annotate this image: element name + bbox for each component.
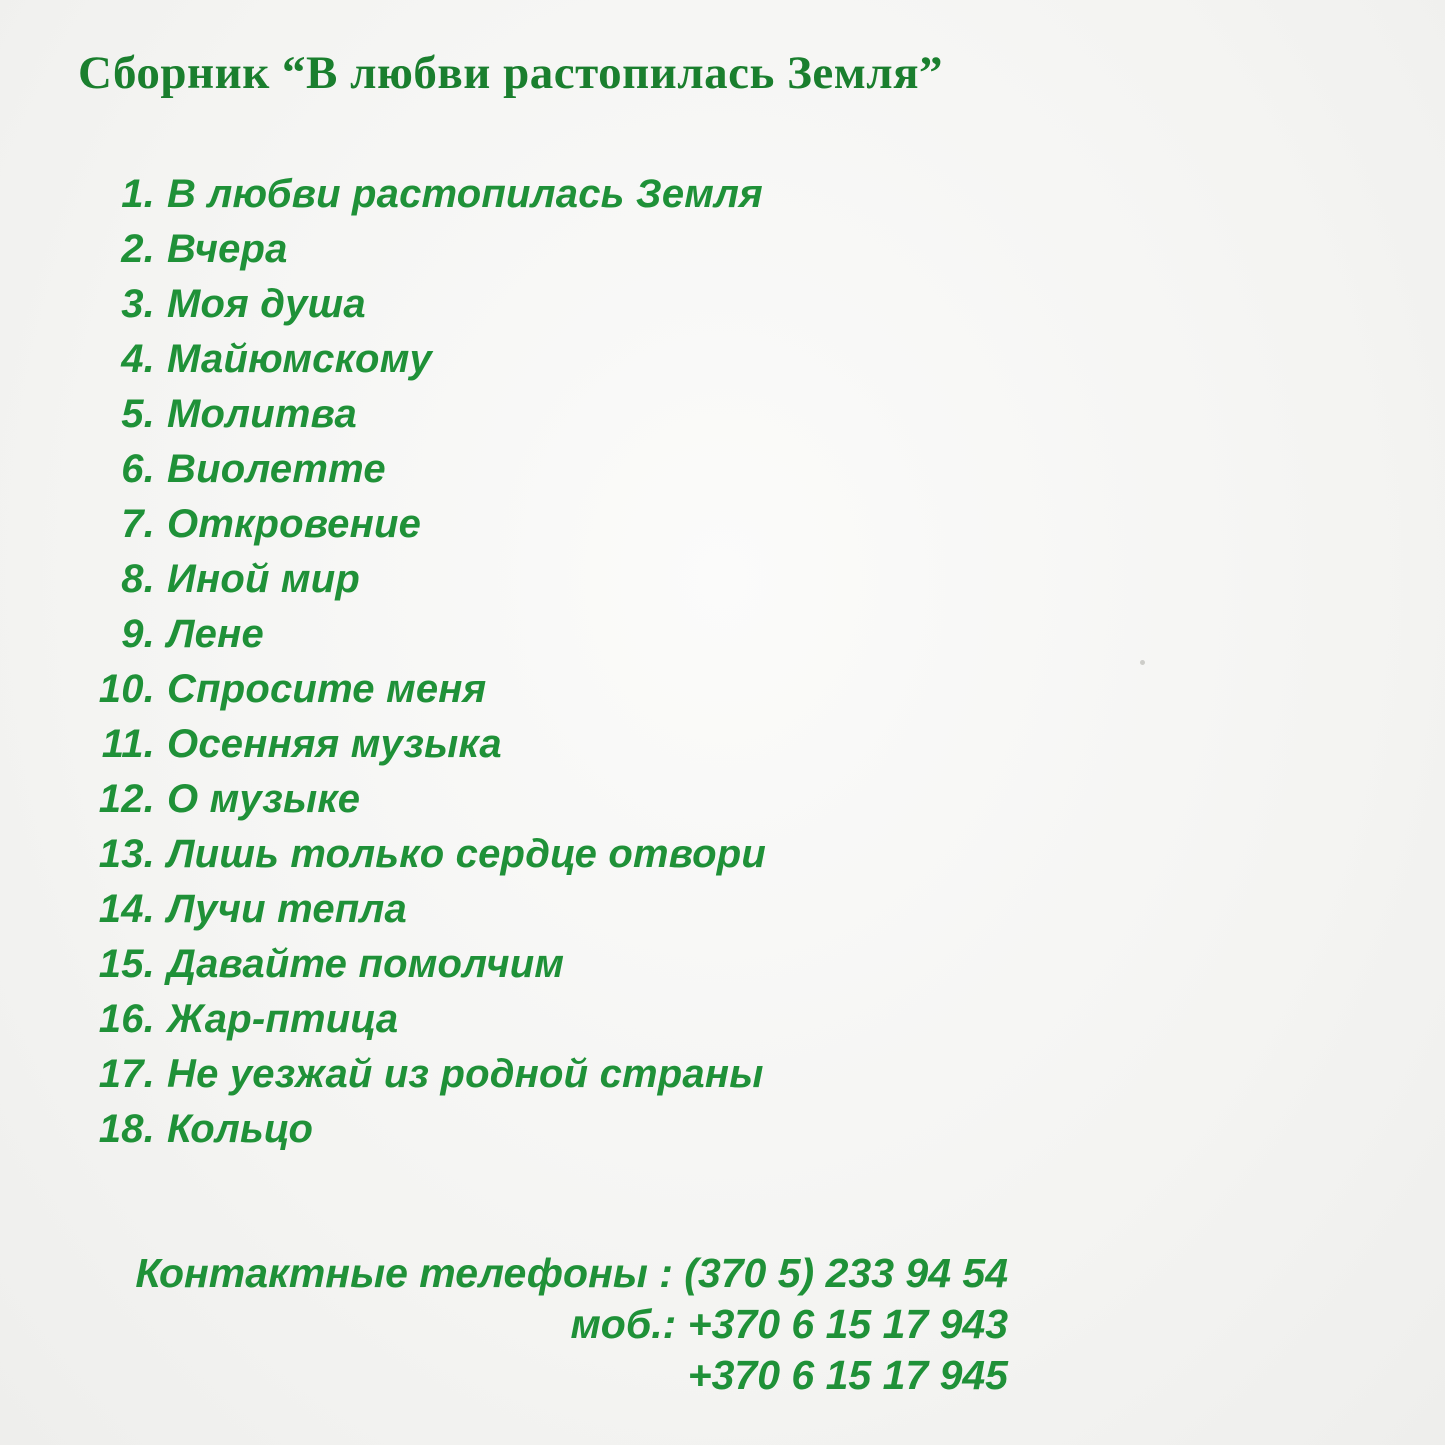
track-number: 14. <box>98 887 155 931</box>
track-title: Лене <box>167 612 264 656</box>
track-item <box>0 227 1445 282</box>
contact-line-mobile-1: моб.: +370 6 15 17 943 <box>570 1301 1008 1347</box>
track-number: 12. <box>98 777 155 821</box>
track-title: Давайте помолчим <box>167 942 565 986</box>
track-title: Майюмскому <box>167 337 432 381</box>
track-item <box>0 997 1445 1052</box>
tracklist <box>0 172 1445 1162</box>
track-number: 5. <box>121 392 155 436</box>
track-number: 2. <box>121 227 155 271</box>
track-item <box>0 282 1445 337</box>
track-title: Вчера <box>167 227 288 271</box>
album-title: Сборник “В любви растопилась Земля” <box>78 47 944 99</box>
track-number: 15. <box>98 942 155 986</box>
track-title: Моя душа <box>167 282 366 326</box>
track-title: Лишь только сердце отвори <box>167 832 767 876</box>
track-item <box>0 502 1445 557</box>
track-title: Осенняя музыка <box>167 722 502 766</box>
track-title: Спросите меня <box>167 667 487 711</box>
track-number: 11. <box>101 722 155 766</box>
track-number: 7. <box>121 502 155 546</box>
track-number: 16. <box>98 997 155 1041</box>
track-item <box>0 172 1445 227</box>
track-title: Молитва <box>167 392 357 436</box>
track-number: 8. <box>121 557 155 601</box>
track-number: 18. <box>98 1107 155 1151</box>
track-item <box>0 1107 1445 1162</box>
contact-info <box>0 1248 1445 1401</box>
track-item <box>0 887 1445 942</box>
track-item <box>0 777 1445 832</box>
track-title: Виолетте <box>167 447 386 491</box>
track-item <box>0 722 1445 777</box>
track-item <box>0 1052 1445 1107</box>
track-item <box>0 337 1445 392</box>
track-title: Иной мир <box>167 557 360 601</box>
track-item <box>0 942 1445 997</box>
track-item <box>0 667 1445 722</box>
track-number: 3. <box>121 282 155 326</box>
track-number: 17. <box>98 1052 155 1096</box>
track-item <box>0 612 1445 667</box>
track-number: 4. <box>121 337 155 381</box>
track-number: 10. <box>98 667 155 711</box>
track-title: Кольцо <box>167 1107 314 1151</box>
track-item <box>0 392 1445 447</box>
track-title: Жар-птица <box>167 997 399 1041</box>
track-item <box>0 447 1445 502</box>
track-title: В любви растопилась Земля <box>167 172 763 216</box>
track-title: О музыке <box>167 777 361 821</box>
track-number: 13. <box>98 832 155 876</box>
contact-line-phone: Контактные телефоны : (370 5) 233 94 54 <box>135 1250 1008 1296</box>
scan-speck <box>1140 660 1145 665</box>
contact-line-mobile-2: +370 6 15 17 945 <box>687 1352 1008 1398</box>
track-number: 1. <box>121 172 155 216</box>
track-title: Откровение <box>167 502 422 546</box>
track-item <box>0 557 1445 612</box>
track-title: Лучи тепла <box>167 887 407 931</box>
track-number: 6. <box>121 447 155 491</box>
track-item <box>0 832 1445 887</box>
track-number: 9. <box>121 612 155 656</box>
track-title: Не уезжай из родной страны <box>167 1052 764 1096</box>
